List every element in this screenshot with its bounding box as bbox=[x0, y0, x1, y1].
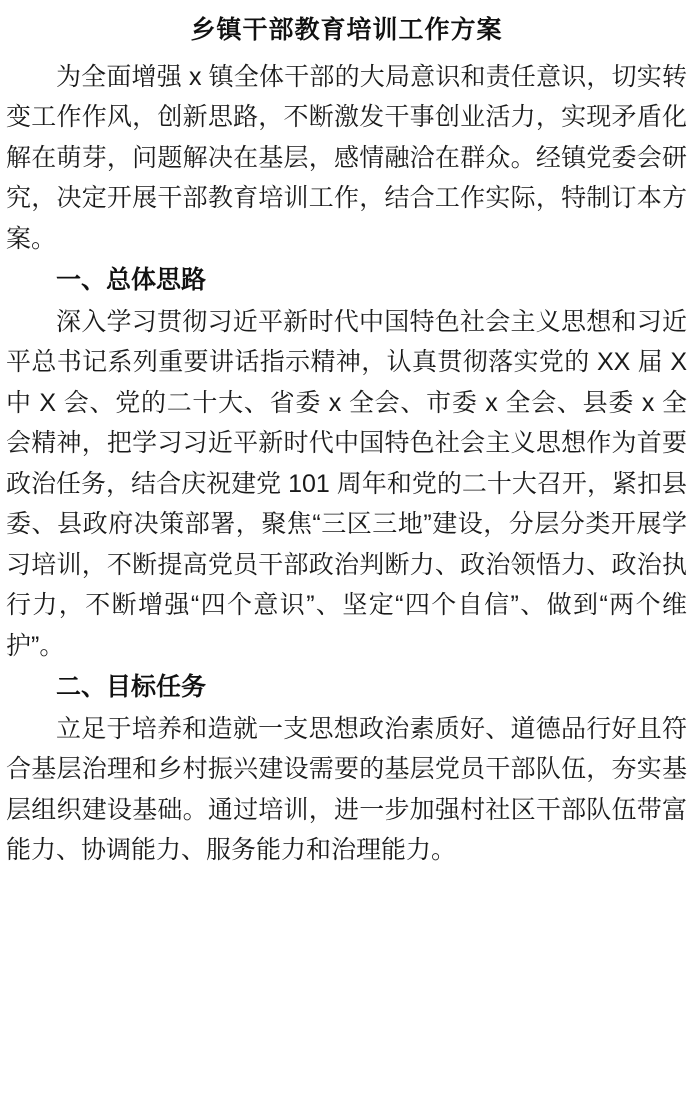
section-heading-1: 一、总体思路 bbox=[56, 266, 207, 294]
paragraph-section-1: 深入学习贯彻习近平新时代中国特色社会主义思想和习近平总书记系列重要讲话指示精神，认真贯彻落实党的 XX 届 X 中 X 会、党的二十大、省委 x 全会、市委 x 全会、县委 x 全会精神，把学习习近平新时代中国特色社会主义思想作为首要政治任务，结合庆祝建党 101 周年和党的二十大召开，紧扣县委、县政府决策部署，聚焦“三区三地”建设，分层分类开展学习培训，不断提高党员干部政治判断力、政治领悟力、政治执行力，不断增强“四个意识”、坚定“四个自信”、做到“两个维护”。 bbox=[6, 307, 687, 660]
paragraph-intro: 为全面增强 x 镇全体干部的大局意识和责任意识，切实转变工作作风，创新思路，不断激发干事创业活力，实现矛盾化解在萌芽，问题解决在基层，感情融洽在群众。经镇党委会研究，决定开展干部教育培训工作，结合工作实际，特制订本方案。 bbox=[6, 62, 687, 253]
document-title: 乡镇干部教育培训工作方案 bbox=[190, 16, 503, 44]
paragraph-section-2: 立足于培养和造就一支思想政治素质好、道德品行好且符合基层治理和乡村振兴建设需要的基层党员干部队伍，夯实基层组织建设基础。通过培训，进一步加强村社区干部队伍带富能力、协调能力、服务能力和治理能力。 bbox=[6, 714, 687, 864]
section-heading-2: 二、目标任务 bbox=[56, 673, 207, 701]
